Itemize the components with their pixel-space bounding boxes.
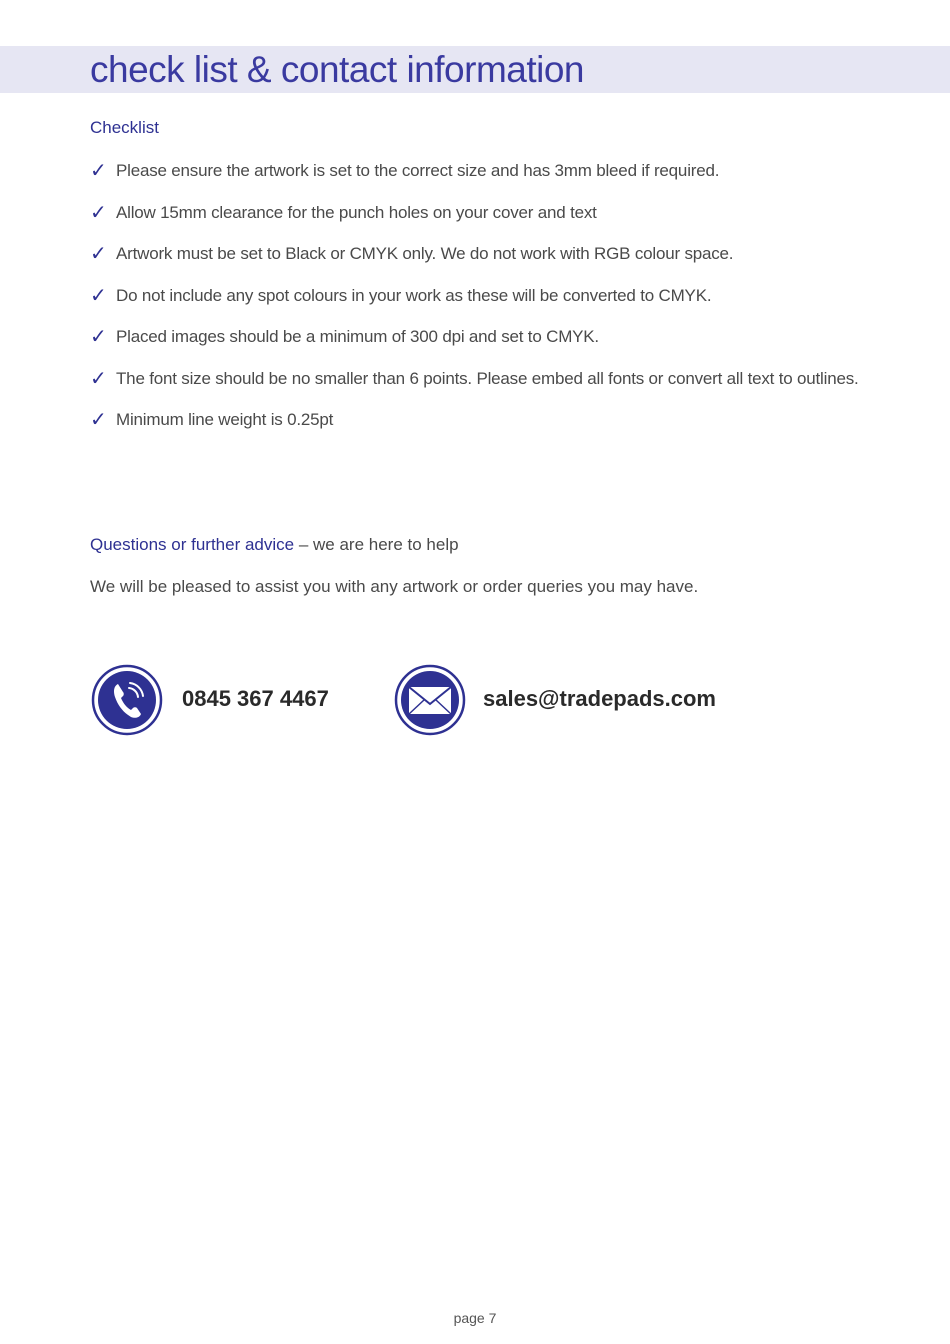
advice-subtitle: – we are here to help (294, 535, 459, 554)
checkmark-icon: ✓ (90, 326, 107, 348)
checkmark-icon: ✓ (90, 160, 107, 182)
checklist-item-text: The font size should be no smaller than 6 points. Please embed all fonts or convert all text to outlines. (116, 368, 859, 388)
checkmark-icon: ✓ (90, 367, 107, 390)
checklist-item-text: Artwork must be set to Black or CMYK only. We do not work with RGB colour space. (116, 244, 734, 263)
phone-number[interactable]: 0845 367 4467 (182, 686, 329, 711)
checklist-item-text: Placed images should be a minimum of 300 dpi and set to CMYK. (116, 327, 599, 346)
checklist-item (90, 240, 940, 282)
page-title: check list & contact information (90, 49, 584, 90)
checklist-item-text: Minimum line weight is 0.25pt (116, 410, 334, 429)
checkmark-icon: ✓ (90, 284, 107, 307)
checklist-item (90, 157, 940, 199)
checkmark-icon: ✓ (90, 201, 107, 224)
email-address[interactable]: sales@tradepads.com (483, 686, 716, 711)
checkmark-icon: ✓ (90, 243, 107, 265)
checklist-item-text: Please ensure the artwork is set to the correct size and has 3mm bleed if required. (116, 161, 720, 180)
checklist-item (90, 282, 940, 324)
advice-heading (90, 533, 459, 557)
advice-paragraph: We will be pleased to assist you with any artwork or order queries you may have. (90, 577, 699, 596)
checkmark-icon: ✓ (90, 409, 107, 431)
checklist-item (90, 323, 940, 365)
envelope-icon (394, 664, 466, 736)
checklist-item (90, 406, 940, 448)
page-number: page 7 (453, 1310, 497, 1326)
checklist-item-text: Do not include any spot colours in your work as these will be converted to CMYK. (116, 285, 712, 305)
phone-icon (91, 664, 163, 736)
checklist-item (90, 199, 940, 241)
advice-link[interactable]: Questions or further advice (90, 535, 295, 554)
checklist (90, 157, 940, 448)
checklist-item-text: Allow 15mm clearance for the punch holes on your cover and text (116, 202, 597, 222)
checklist-heading: Checklist (90, 118, 159, 137)
checklist-item (90, 365, 940, 407)
